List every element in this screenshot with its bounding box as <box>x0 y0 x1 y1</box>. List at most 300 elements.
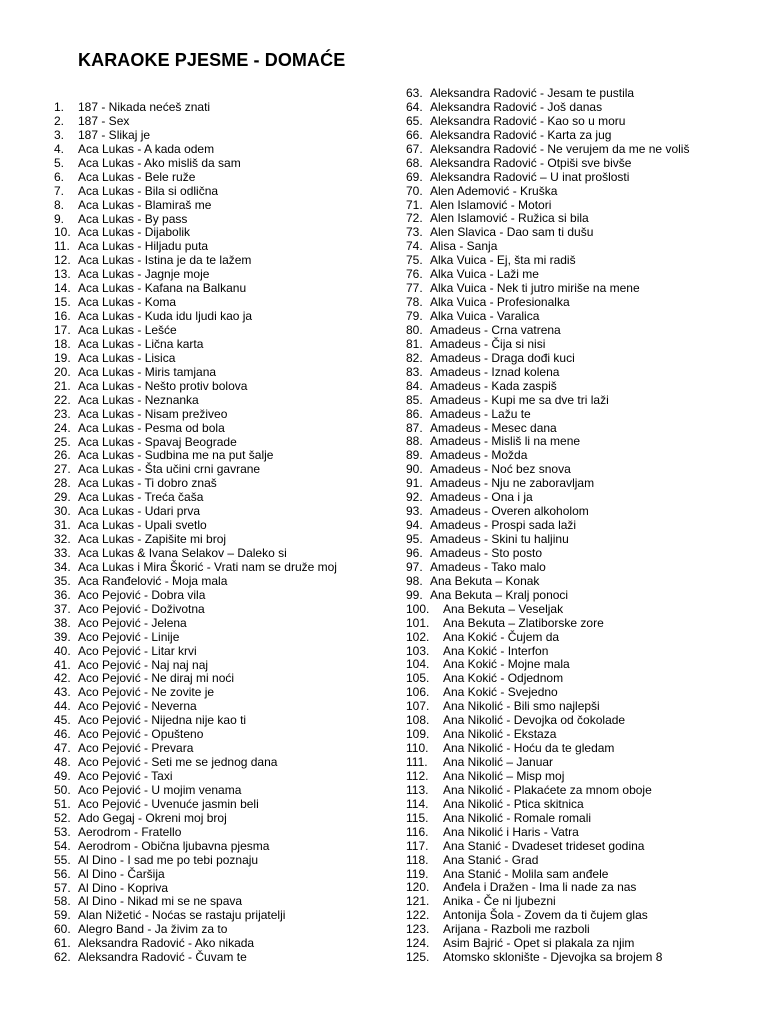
song-title: Amadeus - Sto posto <box>430 545 543 560</box>
song-list-item <box>54 366 337 380</box>
song-list-item <box>406 547 689 561</box>
song-title: Amadeus - Lažu te <box>430 406 531 421</box>
song-title: Ana Nikolić - Romale romali <box>443 810 592 825</box>
song-number: 41. <box>54 657 71 672</box>
song-list-item <box>54 143 337 157</box>
song-number: 95. <box>406 532 423 546</box>
song-list-item <box>54 436 337 450</box>
song-number: 96. <box>406 545 423 560</box>
song-title: Aco Pejović - Uvenuće jasmin beli <box>78 796 259 811</box>
song-number: 102. <box>406 629 430 644</box>
song-title: Aca Lukas - Zapišite mi broj <box>78 532 227 547</box>
song-title: Aca Lukas - Kuda idu ljudi kao ja <box>78 309 253 324</box>
song-title: Aco Pejović - Dobra vila <box>78 587 206 602</box>
song-title: Asim Bajrić - Opet si plakala za njim <box>443 936 635 951</box>
song-title: Amadeus - Čija si nisi <box>430 336 546 351</box>
song-list-item <box>406 798 689 812</box>
song-title: Aleksandra Radović - Karta za jug <box>430 127 612 142</box>
song-title: Amadeus - Crna vatrena <box>430 322 561 337</box>
song-list-item <box>54 491 337 505</box>
song-list-item <box>406 784 689 798</box>
song-title: Aleksandra Radović - Još danas <box>430 99 603 114</box>
song-number: 39. <box>54 629 71 644</box>
song-number: 84. <box>406 378 423 393</box>
song-list-item <box>54 533 337 547</box>
song-number: 91. <box>406 476 423 491</box>
song-number: 65. <box>406 113 423 128</box>
song-list-item <box>406 603 689 617</box>
song-title: Aca Lukas - Blamiraš me <box>78 197 212 212</box>
song-title: Ana Nikolić – Misp moj <box>443 768 565 783</box>
song-number: 125. <box>406 950 430 965</box>
song-title: Ana Bekuta – Konak <box>430 573 540 588</box>
song-number: 20. <box>54 364 71 379</box>
song-title: Al Dino - Čaršija <box>78 866 165 881</box>
song-title: 187 - Nikada nećeš znati <box>78 100 211 114</box>
song-number: 97. <box>406 559 423 574</box>
song-number: 55. <box>54 852 71 867</box>
song-list-item <box>406 226 689 240</box>
song-title: Aca Lukas - By pass <box>78 211 188 226</box>
song-list-item <box>406 756 689 770</box>
song-list-item <box>406 868 689 882</box>
song-title: Alka Vuica - Laži me <box>430 267 539 282</box>
song-list-item <box>54 254 337 268</box>
song-number: 17. <box>54 323 71 337</box>
song-list-item <box>406 282 689 296</box>
song-number: 50. <box>54 782 71 797</box>
song-number: 66. <box>406 127 423 142</box>
song-number: 105. <box>406 671 430 686</box>
song-number: 72. <box>406 211 423 226</box>
song-title: Ana Stanić - Dvadeset trideset godina <box>443 838 645 853</box>
song-list-item <box>54 770 337 784</box>
song-list-item <box>406 254 689 268</box>
song-list-item <box>54 756 337 770</box>
song-number: 90. <box>406 462 423 477</box>
song-list-item <box>54 408 337 422</box>
song-title: Amadeus - Mesec dana <box>430 420 557 435</box>
song-list-item <box>406 505 689 519</box>
song-number: 121. <box>406 894 430 909</box>
song-title: Amadeus - Ona i ja <box>430 490 533 505</box>
song-number: 4. <box>54 141 65 156</box>
song-list-item <box>406 324 689 338</box>
song-number: 12. <box>54 253 71 268</box>
song-title: Aco Pejović - Naj naj naj <box>78 657 209 672</box>
song-list-item <box>54 631 337 645</box>
song-number: 29. <box>54 490 71 505</box>
song-list-item <box>54 603 337 617</box>
song-list-item <box>54 826 337 840</box>
song-title: Aca Lukas - Hiljadu puta <box>78 239 209 254</box>
song-title: Ana Kokić - Mojne mala <box>443 657 570 672</box>
song-number: 25. <box>54 434 71 449</box>
song-number: 82. <box>406 350 423 365</box>
song-list-item <box>54 645 337 659</box>
song-number: 30. <box>54 504 71 519</box>
song-list-item <box>406 923 689 937</box>
song-list-item <box>54 714 337 728</box>
song-number: 88. <box>406 434 423 449</box>
song-number: 81. <box>406 336 423 351</box>
song-list-item <box>406 185 689 199</box>
song-list-item <box>406 561 689 575</box>
song-number: 27. <box>54 462 71 477</box>
song-number: 106. <box>406 685 430 700</box>
song-number: 73. <box>406 225 423 240</box>
song-list-item <box>406 212 689 226</box>
song-list-item <box>406 143 689 157</box>
song-number: 26. <box>54 448 71 463</box>
song-number: 53. <box>54 824 71 839</box>
song-number: 18. <box>54 336 71 351</box>
song-list-item <box>406 617 689 631</box>
song-list-item <box>54 784 337 798</box>
song-title: Alen Slavica - Dao sam ti dušu <box>430 225 594 240</box>
song-title: Ana Nikolić - Ekstaza <box>443 727 557 742</box>
song-number: 36. <box>54 587 71 602</box>
song-list-item <box>406 115 689 129</box>
song-title: Alka Vuica - Nek ti jutro miriše na mene <box>430 281 640 296</box>
song-title: Ana Nikolić - Devojka od čokolade <box>443 713 626 728</box>
song-list-item <box>406 338 689 352</box>
song-number: 86. <box>406 406 423 421</box>
song-list-item <box>54 840 337 854</box>
song-number: 67. <box>406 141 423 156</box>
song-title: Aca Lukas - Ako misliš da sam <box>78 155 241 170</box>
song-number: 79. <box>406 309 423 323</box>
song-number: 62. <box>54 950 71 965</box>
song-list-item <box>54 352 337 366</box>
song-number: 42. <box>54 671 71 686</box>
song-number: 43. <box>54 685 71 700</box>
song-title: Aleksandra Radović - Ako nikada <box>78 936 255 951</box>
song-number: 56. <box>54 866 71 881</box>
song-number: 85. <box>406 392 423 407</box>
song-title: Ana Stanić - Grad <box>443 852 539 867</box>
song-number: 77. <box>406 281 423 296</box>
song-list-item <box>54 742 337 756</box>
song-title: Aca Lukas - Lešće <box>78 323 177 337</box>
song-title: Amadeus - Možda <box>430 448 528 463</box>
song-list-item <box>406 491 689 505</box>
song-title: Aca Lukas - Jagnje moje <box>78 267 210 282</box>
song-title: Al Dino - Nikad mi se ne spava <box>78 894 243 909</box>
song-title: Aco Pejović - Ne diraj mi noći <box>78 671 235 686</box>
song-number: 118. <box>406 852 429 867</box>
song-title: Aleksandra Radović - Ne verujem da me ne voliš <box>430 141 690 156</box>
song-list-item <box>54 728 337 742</box>
song-list-item <box>54 589 337 603</box>
song-number: 89. <box>406 448 423 463</box>
song-list-item <box>406 658 689 672</box>
song-list-item <box>54 394 337 408</box>
song-title: Amadeus - Draga dođi kuci <box>430 350 575 365</box>
song-title: Aca Lukas - Sudbina me na put šalje <box>78 448 274 463</box>
song-number: 80. <box>406 322 423 337</box>
song-list-item <box>406 742 689 756</box>
song-list-item <box>406 700 689 714</box>
song-number: 49. <box>54 769 71 783</box>
song-number: 78. <box>406 295 423 310</box>
song-title: Anđela i Dražen - Ima li nade za nas <box>443 880 637 895</box>
song-list-item <box>54 310 337 324</box>
song-number: 112. <box>406 768 429 783</box>
song-list-item <box>406 463 689 477</box>
song-title: 187 - Slikaj je <box>78 127 151 142</box>
song-list-item <box>54 659 337 673</box>
song-list-item <box>406 728 689 742</box>
song-title: Aca Lukas - Bila si odlična <box>78 183 219 198</box>
song-list-item <box>406 352 689 366</box>
song-list-item <box>54 199 337 213</box>
song-number: 103. <box>406 643 430 658</box>
document-title: KARAOKE PJESME - DOMAĆE <box>78 50 346 70</box>
song-title: Amadeus - Noć bez snova <box>430 462 571 477</box>
song-number: 115. <box>406 810 429 825</box>
song-title: Al Dino - I sad me po tebi poznaju <box>78 852 259 867</box>
song-number: 60. <box>54 922 71 937</box>
song-number: 1. <box>54 100 65 114</box>
song-title: Anika - Če ni ljubezni <box>443 894 556 909</box>
song-list-item <box>406 101 689 115</box>
song-number: 59. <box>54 908 71 923</box>
song-title: Aco Pejović - U mojim venama <box>78 782 242 797</box>
song-title: Aco Pejović - Neverna <box>78 699 197 714</box>
song-list-item <box>54 575 337 589</box>
song-title: Ana Nikolić - Ptica skitnica <box>443 796 584 811</box>
song-number: 21. <box>54 378 71 393</box>
song-title: Aca Lukas - Miris tamjana <box>78 364 217 379</box>
song-title: Aca Lukas - Dijabolik <box>78 225 191 240</box>
song-title: Amadeus - Kupi me sa dve tri laži <box>430 392 609 407</box>
song-title: Amadeus - Skini tu haljinu <box>430 532 569 546</box>
song-number: 101. <box>406 615 430 630</box>
song-number: 3. <box>54 127 65 142</box>
song-title: Aca Lukas - Neznanka <box>78 392 199 407</box>
song-title: Ana Bekuta – Kralj ponoci <box>430 587 569 602</box>
song-title: Aca Lukas i Mira Škorić - Vrati nam se druže moj <box>78 559 337 574</box>
song-title: Ana Stanić - Molila sam anđele <box>443 866 609 881</box>
song-title: Alka Vuica - Varalica <box>430 309 540 323</box>
song-title: Aleksandra Radović - Jesam te pustila <box>430 86 635 100</box>
song-number: 47. <box>54 741 71 756</box>
song-number: 35. <box>54 573 71 588</box>
song-title: Aca Ranđelović - Moja mala <box>78 573 228 588</box>
song-list-item <box>54 868 337 882</box>
song-number: 119. <box>406 866 429 881</box>
song-list-item <box>54 171 337 185</box>
song-title: Amadeus - Iznad kolena <box>430 364 560 379</box>
song-title: Aca Lukas - Ti dobro znaš <box>78 476 217 491</box>
song-number: 69. <box>406 169 423 184</box>
song-number: 94. <box>406 518 423 533</box>
song-title: Aca Lukas - Lična karta <box>78 336 204 351</box>
song-number: 71. <box>406 197 423 212</box>
song-number: 23. <box>54 406 71 421</box>
song-number: 113. <box>406 782 429 797</box>
song-list-item <box>406 394 689 408</box>
song-number: 58. <box>54 894 71 909</box>
song-list-item <box>54 672 337 686</box>
song-title: Alan Nižetić - Noćas se rastaju prijatelji <box>78 908 286 923</box>
song-number: 64. <box>406 99 423 114</box>
song-number: 7. <box>54 183 65 198</box>
song-title: Aco Pejović - Doživotna <box>78 601 205 616</box>
song-list-item <box>406 240 689 254</box>
song-list-item <box>54 812 337 826</box>
song-number: 109. <box>406 727 430 742</box>
song-title: Alisa - Sanja <box>430 239 498 254</box>
song-list-item <box>54 909 337 923</box>
song-number: 6. <box>54 169 65 184</box>
song-number: 33. <box>54 546 71 560</box>
song-list-item <box>406 449 689 463</box>
song-number: 83. <box>406 364 423 379</box>
song-list-item <box>54 296 337 310</box>
song-title: Ana Nikolić - Bili smo najlepši <box>443 699 600 714</box>
song-list-item <box>406 672 689 686</box>
song-number: 10. <box>54 225 71 240</box>
song-title: Ana Kokić - Odjednom <box>443 671 564 686</box>
song-title: Aerodrom - Obična ljubavna pjesma <box>78 838 270 853</box>
song-number: 19. <box>54 350 71 365</box>
song-list-item <box>406 854 689 868</box>
song-title: Alen Ademović - Kruška <box>430 183 558 198</box>
song-title: Amadeus - Tako malo <box>430 559 546 574</box>
song-list-item <box>54 561 337 575</box>
song-number: 38. <box>54 615 71 630</box>
song-list-item <box>54 157 337 171</box>
song-number: 13. <box>54 267 71 282</box>
song-number: 123. <box>406 922 430 937</box>
song-number: 54. <box>54 838 71 853</box>
song-title: Aco Pejović - Linije <box>78 629 180 644</box>
song-list-item <box>406 575 689 589</box>
song-title: Aco Pejović - Seti me se jednog dana <box>78 755 278 770</box>
song-number: 98. <box>406 573 423 588</box>
song-title: Aco Pejović - Opušteno <box>78 727 204 742</box>
song-list-item <box>406 199 689 213</box>
song-title: Amadeus - Prospi sada laži <box>430 518 577 533</box>
song-number: 40. <box>54 643 71 658</box>
song-list-item <box>406 770 689 784</box>
song-title: Aca Lukas - Bele ruže <box>78 169 196 184</box>
song-list-item <box>406 909 689 923</box>
song-number: 14. <box>54 281 71 296</box>
song-list-item <box>406 477 689 491</box>
song-title: Alka Vuica - Ej, šta mi radiš <box>430 253 576 268</box>
song-list-item <box>406 435 689 449</box>
song-title: Ana Nikolić - Plakaćete za mnom oboje <box>443 782 652 797</box>
song-title: Aleksandra Radović - Kao so u moru <box>430 113 626 128</box>
song-list-item <box>406 951 689 965</box>
song-title: Aco Pejović - Nijedna nije kao ti <box>78 713 247 728</box>
song-title: Aca Lukas - Lisica <box>78 350 176 365</box>
song-title: Aleksandra Radović – U inat prošlosti <box>430 169 630 184</box>
song-title: Aca Lukas - Upali svetlo <box>78 518 207 533</box>
song-list-left <box>54 101 337 965</box>
song-title: Alka Vuica - Profesionalka <box>430 295 570 310</box>
song-number: 92. <box>406 490 423 505</box>
song-title: Ana Kokić - Čujem da <box>443 629 560 644</box>
song-title: Ana Bekuta – Veseljak <box>443 601 564 616</box>
song-list-item <box>54 882 337 896</box>
song-title: Ado Gegaj - Okreni moj broj <box>78 810 227 825</box>
song-number: 5. <box>54 155 65 170</box>
song-list-item <box>54 700 337 714</box>
song-title: Aca Lukas - Nisam preživeo <box>78 406 228 421</box>
song-list-item <box>54 268 337 282</box>
song-list-item <box>406 129 689 143</box>
song-number: 45. <box>54 713 71 728</box>
song-title: Al Dino - Kopriva <box>78 880 169 895</box>
song-number: 52. <box>54 810 71 825</box>
song-title: Alen Islamović - Motori <box>430 197 552 212</box>
song-list-item <box>406 937 689 951</box>
song-title: Aerodrom - Fratello <box>78 824 182 839</box>
song-number: 116. <box>406 824 429 839</box>
song-list-item <box>406 840 689 854</box>
song-list-item <box>406 589 689 603</box>
song-number: 15. <box>54 295 71 310</box>
song-list-item <box>406 631 689 645</box>
song-list-item <box>54 547 337 561</box>
song-number: 124. <box>406 936 430 951</box>
song-list-item <box>406 171 689 185</box>
song-number: 75. <box>406 253 423 268</box>
song-title: Ana Nikolić - Hoću da te gledam <box>443 741 615 756</box>
song-number: 24. <box>54 420 71 435</box>
song-list-item <box>406 310 689 324</box>
song-number: 104. <box>406 657 430 672</box>
song-number: 100. <box>406 601 430 616</box>
song-title: Aco Pejović - Jelena <box>78 615 187 630</box>
song-title: Aca Lukas & Ivana Selakov – Daleko si <box>78 546 287 560</box>
song-list-item <box>54 463 337 477</box>
song-title: Amadeus - Nju ne zaboravljam <box>430 476 595 491</box>
song-number: 44. <box>54 699 71 714</box>
song-title: Aco Pejović - Prevara <box>78 741 194 756</box>
song-list-item <box>406 826 689 840</box>
song-number: 37. <box>54 601 71 616</box>
song-number: 107. <box>406 699 430 714</box>
song-title: Ana Kokić - Interfon <box>443 643 549 658</box>
song-number: 57. <box>54 880 71 895</box>
song-title: Alegro Band - Ja živim za to <box>78 922 228 937</box>
song-title: Ana Nikolić i Haris - Vatra <box>443 824 579 839</box>
song-list-item <box>406 645 689 659</box>
song-title: 187 - Sex <box>78 113 130 128</box>
song-title: Aca Lukas - Šta učini crni gavrane <box>78 462 261 477</box>
song-number: 11. <box>54 239 70 254</box>
song-number: 2. <box>54 113 65 128</box>
song-list-item <box>54 519 337 533</box>
song-number: 28. <box>54 476 71 491</box>
song-list-item <box>406 87 689 101</box>
song-title: Ana Nikolić – Januar <box>443 755 554 769</box>
song-list-item <box>54 798 337 812</box>
song-list-item <box>406 366 689 380</box>
song-list-item <box>406 686 689 700</box>
song-list-item <box>54 380 337 394</box>
song-title: Antonija Šola - Zovem da ti čujem glas <box>443 908 648 923</box>
song-number: 9. <box>54 211 65 226</box>
song-title: Aleksandra Radović - Čuvam te <box>78 950 247 965</box>
song-number: 120. <box>406 880 430 895</box>
song-list-item <box>54 686 337 700</box>
